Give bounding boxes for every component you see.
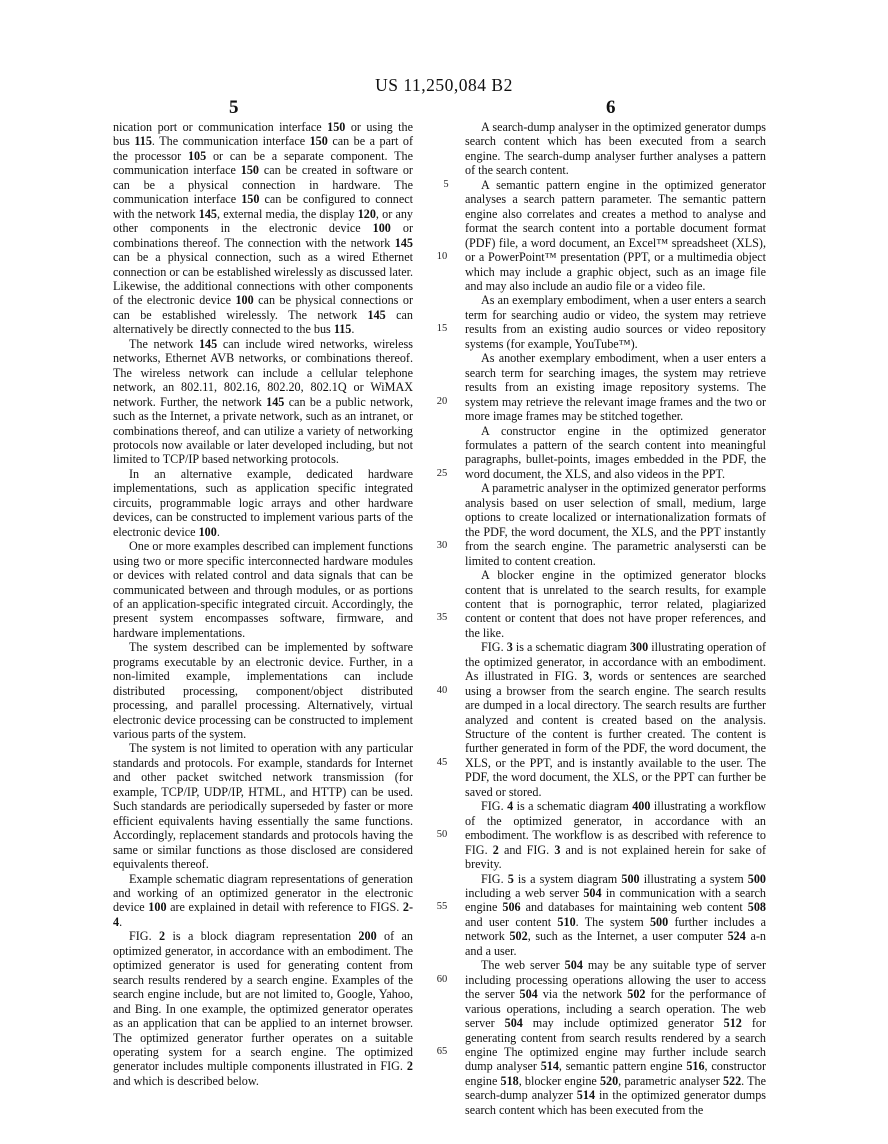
- left-column-paragraph: The network 145 can include wired networks, wireless networks, Ethernet AVB networks, or combinations thereof. The wireless network can include a cellular telephone network, an 802.11, 802.16, 802.20, 802.1Q or WiMAX network. Further, the network 145 can be a public network, such as the Internet, a private network, such as an intranet, or combinations thereof, and can utilize a variety of networking protocols now available or later developed including, but not limited to TCP/IP based networking protocols.: [113, 336, 413, 467]
- line-number: 15: [436, 323, 448, 335]
- left-column-paragraph: Example schematic diagram representations of generation and working of an optimized generator in the electronic device 100 are explained in detail with reference to FIGS. 2-4.: [113, 871, 414, 929]
- line-number: 40: [436, 684, 448, 696]
- left-column-paragraph: FIG. 2 is a block diagram representation 200 of an optimized generator, in accordance with an embodiment. The optimized generator is used for generating content from search results rendered by a search engine. Examples of the search engine include, but are not limited to, Google, Yahoo, and Bing. In one example, the optimized generator operates as an application that can be applied to an internet browser. The optimized generator further operates on a suitable operating system for a search engine. The optimized generator includes multiple components illustrated in FIG. 2 and which is described below.: [113, 929, 413, 1088]
- right-column-paragraph: FIG. 5 is a system diagram 500 illustrating a system 500 including a web server 504 in communication with a search engine 506 and databases for maintaining web content 508 and user content 510. The system 500 further includes a network 502, such as the Internet, a user computer 524 a-n and a user.: [465, 871, 767, 958]
- left-text-column: [113, 120, 413, 1088]
- line-number: 10: [436, 251, 448, 263]
- page-number-right: 6: [606, 97, 616, 118]
- left-column-paragraph: nication port or communication interface 150 or using the bus 115. The communication interface 150 can be a part of the processor 105 or can be a separate component. The communication interface 150 can be created in software or can be a physical connection in hardware. The communication interface 150 can be configured to connect with the network 145, external media, the display 120, or any other components in the electronic device 100 or combinations thereof. The connection with the network 145 can be a physical connection, such as a wired Ethernet connection or can be established wirelessly as discussed later. Likewise, the additional connections with other components of the electronic device 100 can be physical connections or can be established wirelessly. The network 145 can alternatively be directly connected to the bus 115.: [113, 120, 414, 337]
- right-column-paragraph: A constructor engine in the optimized generator formulates a pattern of the search content into meaningful paragraphs, bullet-points, images embedded in the PDF, the word document, the XLS, and also videos in the PPT.: [465, 423, 766, 481]
- line-number: 45: [436, 756, 448, 768]
- right-column-paragraph: FIG. 3 is a schematic diagram 300 illustrating operation of the optimized generator, in accordance with an embodiment. As illustrated in FIG. 3, words or sentences are searched using a browser from the search engine. The search results are dumped in a local directory. The search results are further analyzed and content is created based on the analysis. Structure of the content is further created. The content is further generated in form of the PDF, the word document, the XLS, or the PPT, and is instantly available to the user. The PDF, the word document, the XLS, or the PPT can further be saved or stored.: [465, 640, 767, 799]
- right-text-column: [465, 120, 766, 1117]
- right-column-paragraph: The web server 504 may be any suitable type of server including processing operations allowing the user to access the server 504 via the network 502 for the performance of various operations, including a search operation. The web server 504 may include optimized generator 512 for generating content from search results rendered by a search engine The optimized engine may further include search dump analyser 514, semantic pattern engine 516, constructor engine 518, blocker engine 520, parametric analyser 522. The search-dump analyzer 514 in the optimized generator dumps search content which has been executed from the: [465, 958, 766, 1117]
- right-column-paragraph: A search-dump analyser in the optimized generator dumps search content which has been executed from a search engine. The search-dump analyser further analyses a pattern of the search content.: [465, 120, 766, 178]
- page-number-left: 5: [229, 97, 239, 118]
- right-column-paragraph: As an exemplary embodiment, when a user enters a search term for searching audio or video, the system may retrieve results from an existing audio sources or video repository systems (for example, YouTube™).: [465, 293, 766, 351]
- line-number: 20: [436, 395, 448, 407]
- left-column-paragraph: The system described can be implemented by software programs executable by an electronic device. Further, in a non-limited example, implementations can include distributed processing, component/object distributed processing, and parallel processing. Alternatively, virtual electronic device processing can be constructed to implement various parts of the system.: [113, 640, 413, 742]
- left-column-paragraph: In an alternative example, dedicated hardware implementations, such as application specific integrated circuits, programmable logic arrays and other hardware devices, can be constructed to implement various parts of the electronic device 100.: [113, 466, 413, 539]
- left-column-paragraph: The system is not limited to operation with any particular standards and protocols. For example, standards for Internet and other packet switched network transmission (for example, TCP/IP, UDP/IP, HTML, and HTTP) can be used. Such standards are periodically superseded by faster or more efficient equivalents having essentially the same functions. Accordingly, replacement standards and protocols having the same or similar functions as those disclosed are considered equivalents thereof.: [113, 741, 413, 872]
- left-column-paragraph: One or more examples described can implement functions using two or more specific interconnected hardware modules or devices with related control and data signals that can be communicated between and through modules, or as portions of an application-specific integrated circuit. Accordingly, the present system encompasses software, firmware, and hardware implementations.: [113, 539, 413, 640]
- right-column-paragraph: A semantic pattern engine in the optimized generator analyses a search pattern parameter. The semantic pattern engine also correlates and creates a method to analyse and format the search content into a portable document format (PDF) file, a word document, an Excel™ spreadsheet (XLS), or a PowerPoint™ presentation (PPT, or a multimedia object which may include a graphic object, such as an image file and may also include an audio file or a video file.: [465, 177, 766, 293]
- line-number: 5: [443, 178, 449, 190]
- patent-number-header: US 11,250,084 B2: [375, 75, 513, 95]
- line-number: 35: [436, 612, 448, 624]
- right-column-paragraph: FIG. 4 is a schematic diagram 400 illustrating a workflow of the optimized generator, in accordance with an embodiment. The workflow is as described with reference to FIG. 2 and FIG. 3 and is not explained herein for sake of brevity.: [465, 799, 766, 872]
- line-number: 60: [436, 973, 448, 985]
- line-number: 65: [436, 1045, 448, 1057]
- line-number: 30: [436, 540, 448, 552]
- line-number: 25: [436, 467, 448, 479]
- right-column-paragraph: A parametric analyser in the optimized generator performs analysis based on user selection of small, medium, large options to create localized or internationalization formats of the PDF, the word document, the XLS, and the PPT instantly from the search engine. The parametric analysersti can be limited to content creation.: [465, 481, 766, 568]
- line-number: 55: [436, 901, 448, 913]
- right-column-paragraph: A blocker engine in the optimized generator blocks content that is unrelated to the search results, for example content that is pornographic, terror related, plagiarized content or content that does not have proper references, and the like.: [465, 568, 766, 640]
- line-number: 50: [436, 829, 448, 841]
- right-column-paragraph: As another exemplary embodiment, when a user enters a search term for searching images, the system may retrieve results from an existing image repository systems. The system may retrieve the relevant image frames and the two or more image frames may be stitched together.: [465, 351, 766, 424]
